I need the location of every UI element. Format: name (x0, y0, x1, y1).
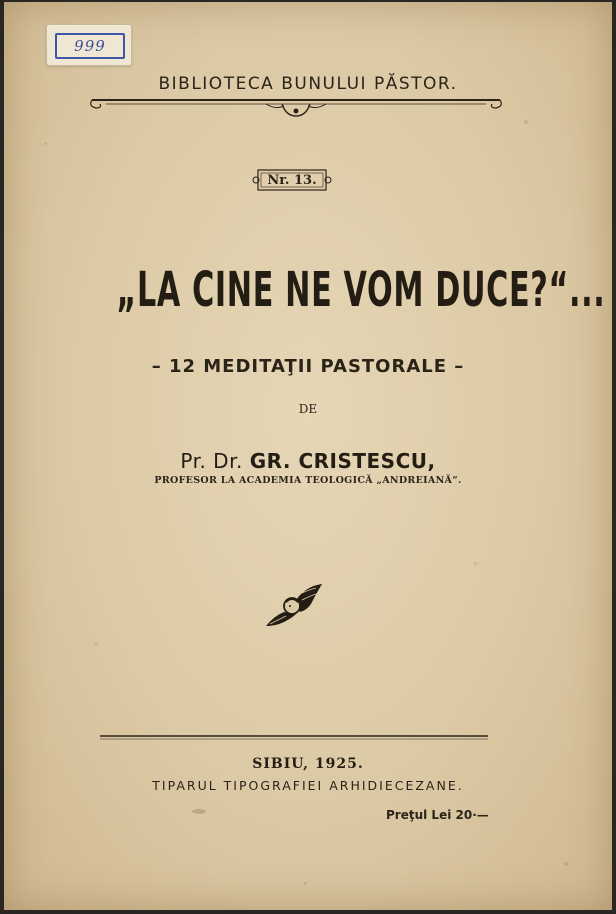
author-name (4, 449, 612, 473)
imprint-city-year: SIBIU, 1925. (252, 756, 364, 772)
author-prefix: Pr. Dr. (180, 449, 243, 473)
cherub-ornament-icon (262, 580, 324, 632)
imprint-printer: TIPARUL TIPOGRAFIEI ARHIDIECEZANE. (152, 778, 464, 793)
book-subtitle: – 12 MEDITAŢII PASTORALE – (151, 356, 465, 377)
price-label: Preţul Lei 20·— (386, 808, 489, 822)
paper-speck (474, 562, 477, 565)
by-line: DE (298, 402, 318, 416)
paper-speck (94, 642, 98, 645)
library-label-number: 999 (55, 33, 125, 59)
ink-smudge (192, 809, 206, 814)
series-title: BIBLIOTECA BUNULUI PĂSTOR. (158, 74, 458, 94)
ornamental-rule-icon (86, 96, 506, 120)
library-label (46, 24, 132, 66)
paper-speck (304, 882, 307, 885)
issue-number: Nr. 13. (267, 172, 317, 188)
book-cover (4, 2, 612, 910)
issue-number-box (252, 168, 332, 192)
paper-speck (564, 862, 569, 866)
author-surname: GR. CRISTESCU, (249, 449, 436, 473)
bottom-rule (100, 734, 488, 742)
paper-speck (44, 142, 47, 145)
author-profession: PROFESOR LA ACADEMIA TEOLOGICĂ „ANDREIANĂ“. (154, 475, 462, 486)
paper-speck (524, 120, 528, 124)
book-title: „LA CINE NE VOM DUCE?“... (116, 262, 606, 318)
